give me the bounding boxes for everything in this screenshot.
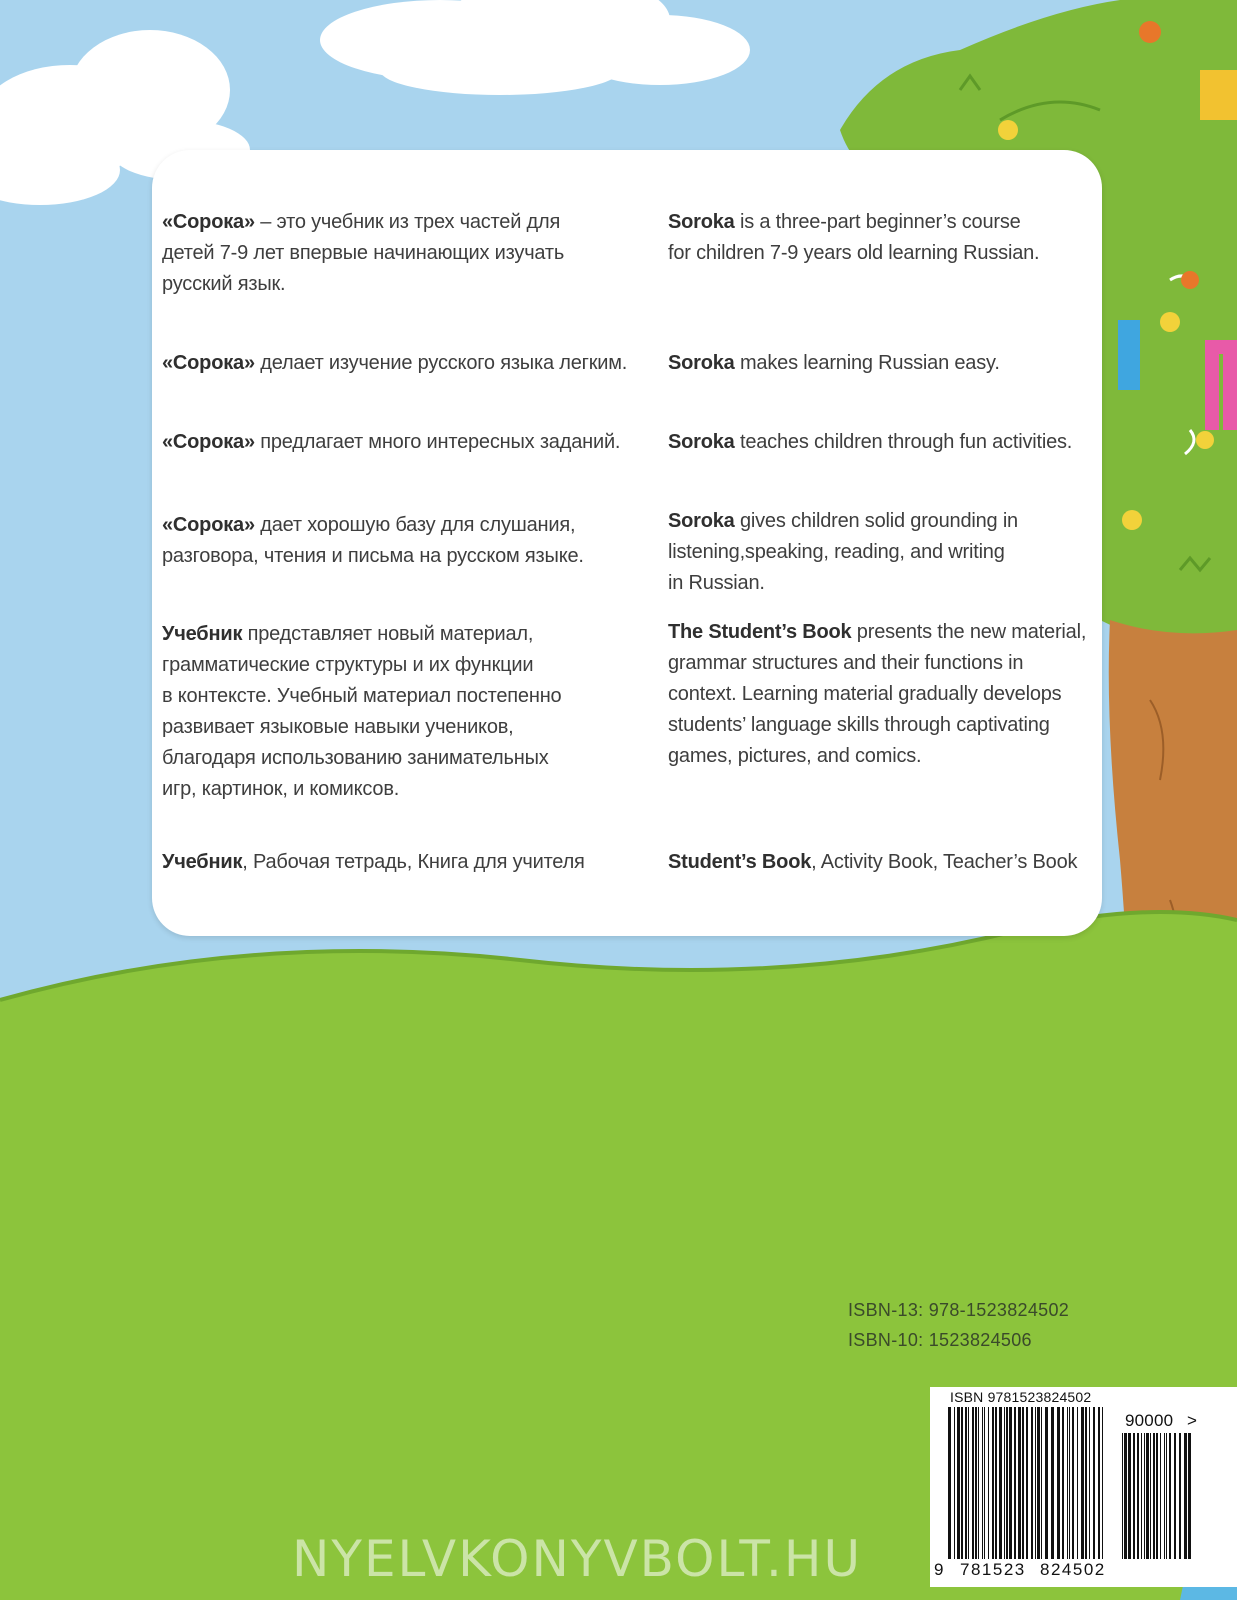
ru-text: представляет новый материал, грамматические структуры и их функции в контексте. Учебный материал постепенно развивает языковые навыки учеников, благодаря использованию занимательных игр, картинок, и комиксов. [162, 623, 562, 800]
barcode-bar [961, 1407, 963, 1559]
barcode-bar [1174, 1433, 1176, 1559]
ru-block-2 [162, 348, 642, 379]
barcode-bar [1160, 1433, 1161, 1559]
en-block-6 [668, 847, 1098, 878]
en-bold: Student’s Book [668, 851, 812, 873]
barcode-bar [1085, 1407, 1087, 1559]
barcode-bar [1122, 1433, 1123, 1559]
barcode-bar [1077, 1407, 1078, 1559]
ru-bold: «Сорока» [162, 352, 255, 374]
barcode-bar [954, 1407, 955, 1559]
ru-bold: Учебник [162, 851, 243, 873]
en-text: presents the new material, grammar structures and their functions in context. Learning material gradually develops students’ language skills through captivating games, pictures, and comics. [668, 621, 1087, 767]
barcode-bar [1089, 1407, 1090, 1559]
en-text: makes learning Russian easy. [734, 352, 1000, 374]
barcode-bar [1004, 1407, 1005, 1559]
barcode-bar [1124, 1433, 1127, 1559]
barcode-bar [1128, 1433, 1131, 1559]
barcode-digit-first: 9 [934, 1560, 944, 1579]
barcode-bar [1009, 1407, 1012, 1559]
barcode-bar [978, 1407, 979, 1559]
barcode-bar [1164, 1433, 1165, 1559]
barcode-bar [992, 1407, 994, 1559]
barcode-bar [1072, 1407, 1074, 1559]
barcode-bar [1093, 1407, 1095, 1559]
barcode-bar [982, 1407, 983, 1559]
barcode-bar [1006, 1407, 1008, 1559]
barcode-bar [1156, 1433, 1158, 1559]
barcode-bar [957, 1407, 960, 1559]
barcode-bar [1037, 1407, 1040, 1559]
barcode-bar [965, 1407, 967, 1559]
ru-text: дает хорошую базу для слушания, разговора, чтения и письма на русском языке. [162, 514, 584, 567]
barcode-addon-bars [1122, 1433, 1192, 1559]
en-block-5 [668, 617, 1098, 772]
barcode-addon: 90000 [1125, 1411, 1174, 1430]
barcode-bars [948, 1407, 1108, 1559]
ru-text: – это учебник из трех частей для детей 7-9 лет впервые начинающих изучать русский язык. [162, 211, 565, 295]
barcode-bar [1018, 1407, 1021, 1559]
watermark: NYELVKONYVBOLT.HU [292, 1530, 863, 1588]
barcode-bar [1169, 1433, 1171, 1559]
ru-text: делает изучение русского языка легким. [254, 352, 628, 374]
barcode-bar [1045, 1407, 1048, 1559]
barcode-bar [1026, 1407, 1028, 1559]
ru-block-6 [162, 847, 642, 878]
ru-bold: «Сорока» [162, 211, 255, 233]
ru-block-4 [162, 510, 642, 572]
barcode-bar [1146, 1433, 1149, 1559]
isbn-13: ISBN-13: 978-1523824502 [848, 1300, 1070, 1320]
barcode-bar [948, 1407, 951, 1559]
barcode-bar [999, 1407, 1002, 1559]
barcode-bar [1081, 1407, 1084, 1559]
ru-text: , Рабочая тетрадь, Книга для учителя [242, 851, 585, 873]
en-bold: Soroka [668, 431, 735, 453]
barcode-bar [1067, 1407, 1068, 1559]
isbn-10: ISBN-10: 1523824506 [848, 1330, 1032, 1350]
en-bold: Soroka [668, 510, 735, 532]
en-text: is a three-part beginner’s course for children 7-9 years old learning Russian. [668, 211, 1040, 264]
barcode-bar [1069, 1407, 1070, 1559]
barcode-digits-right: 824502 [1040, 1560, 1106, 1579]
barcode-bar [1184, 1433, 1187, 1559]
barcode-bar [1179, 1433, 1181, 1559]
ru-block-5 [162, 619, 642, 805]
barcode-bar [1133, 1433, 1135, 1559]
ru-bold: «Сорока» [162, 514, 255, 536]
barcode-bar [988, 1407, 989, 1559]
barcode-bar [1188, 1433, 1191, 1559]
barcode-bar [1166, 1433, 1167, 1559]
ru-bold: «Сорока» [162, 431, 255, 453]
ru-block-1 [162, 207, 642, 300]
barcode-bar [1141, 1433, 1142, 1559]
en-bold: The Student’s Book [668, 621, 852, 643]
barcode-bar [1031, 1407, 1033, 1559]
barcode-bar [1144, 1433, 1145, 1559]
en-block-4 [668, 506, 1098, 599]
barcode [930, 1387, 1237, 1587]
ru-text: предлагает много интересных заданий. [254, 431, 621, 453]
barcode-bar [972, 1407, 974, 1559]
ru-bold: Учебник [162, 623, 243, 645]
barcode-bar [1062, 1407, 1064, 1559]
en-block-1 [668, 207, 1098, 269]
en-bold: Soroka [668, 352, 735, 374]
barcode-bar [1035, 1407, 1036, 1559]
en-block-3 [668, 427, 1098, 458]
barcode-bar [975, 1407, 977, 1559]
en-text: , Activity Book, Teacher’s Book [811, 851, 1078, 873]
ru-block-3 [162, 427, 642, 458]
barcode-top-label: ISBN 9781523824502 [950, 1389, 1092, 1405]
barcode-bar [1150, 1433, 1151, 1559]
en-text: gives children solid grounding in listening,speaking, reading, and writing in Russian. [668, 510, 1018, 594]
barcode-bar [1137, 1433, 1139, 1559]
barcode-bar [1102, 1407, 1103, 1559]
barcode-bar [1057, 1407, 1060, 1559]
barcode-bar [1022, 1407, 1024, 1559]
barcode-addon-mark: > [1187, 1411, 1198, 1430]
barcode-bar [1153, 1433, 1155, 1559]
barcode-bar [1014, 1407, 1016, 1559]
barcode-bar [1041, 1407, 1042, 1559]
en-text: teaches children through fun activities. [734, 431, 1073, 453]
barcode-bar [968, 1407, 969, 1559]
barcode-digits-left: 781523 [960, 1560, 1026, 1579]
barcode-bar [1098, 1407, 1100, 1559]
en-bold: Soroka [668, 211, 735, 233]
barcode-bar [1051, 1407, 1054, 1559]
barcode-bar [984, 1407, 985, 1559]
barcode-bar [995, 1407, 997, 1559]
en-block-2 [668, 348, 1098, 379]
